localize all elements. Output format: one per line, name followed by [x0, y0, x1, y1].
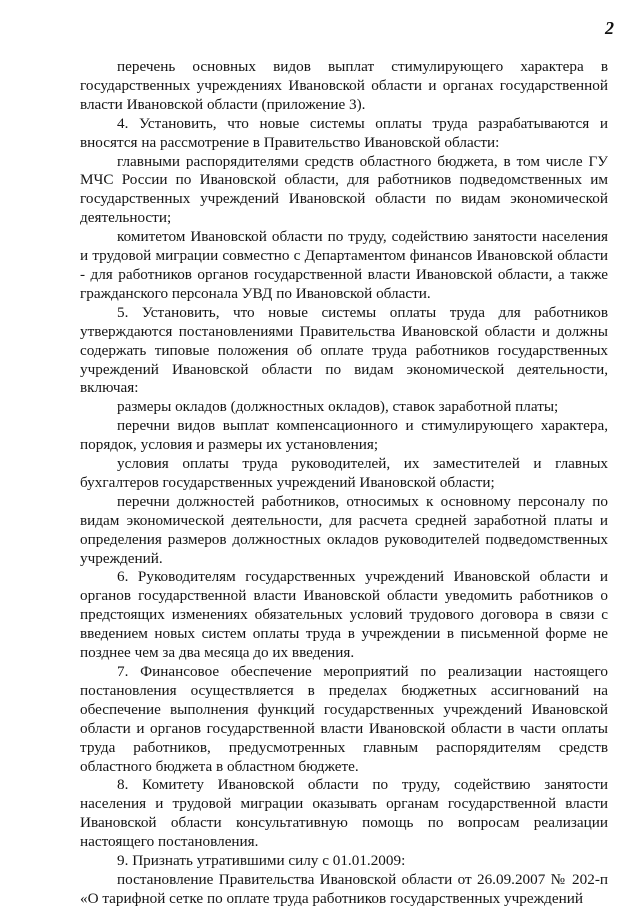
paragraph-clause-4-item-1: главными распорядителями средств областного бюджета, в том числе ГУ МЧС России по Ивановской области, для работников подведомственных им государственных учреждений Ивановской области по видам экономической деятельности; — [80, 152, 608, 227]
document-body — [80, 58, 608, 909]
paragraph-clause-5-item-1: размеры окладов (должностных окладов), ставок заработной платы; — [117, 398, 559, 416]
paragraph-clause-8: 8. Комитету Ивановской области по труду, содействию занятости населения и трудовой миграции оказывать органам государственной власти Ивановской области консультативную помощь по вопросам реализации настоящего постановления. — [80, 776, 608, 851]
paragraph-clause-9: 9. Признать утратившими силу с 01.01.2009: — [117, 852, 406, 870]
paragraph-clause-5-item-3: условия оплаты труда руководителей, их заместителей и главных бухгалтеров государственных учреждений Ивановской области; — [80, 455, 608, 491]
paragraph-clause-5-item-4: перечни должностей работников, относимых к основному персоналу по видам экономической деятельности, для расчета средней заработной платы и определения размеров должностных окладов руководителей подведомственных учреждений. — [80, 492, 608, 567]
paragraph-clause-6: 6. Руководителям государственных учреждений Ивановской области и органов государственной власти Ивановской области уведомить работников о предстоящих изменениях обязательных условий трудового договора в связи с введением новых систем оплаты труда в учреждении в письменной форме не позднее чем за два месяца до их введения. — [80, 568, 608, 662]
paragraph-list-item-appendix-3: перечень основных видов выплат стимулирующего характера в государственных учреждениях Ивановской области и органах государственной власти Ивановской области (приложение 3). — [80, 58, 608, 113]
page-number: 2 — [605, 18, 614, 38]
paragraph-clause-4-item-2: комитетом Ивановской области по труду, содействию занятости населения и трудовой миграции совместно с Департаментом финансов Ивановской области - для работников органов государственной власти Ивановской области, а также гражданского персонала УВД по Ивановской области. — [80, 228, 608, 302]
paragraph-clause-5-item-2: перечни видов выплат компенсационного и стимулирующего характера, порядок, условия и размеры их установления; — [80, 417, 608, 454]
paragraph-clause-5: 5. Установить, что новые системы оплаты труда для работников утверждаются постановлениями Правительства Ивановской области и должны содержать типовые положения об оплате труда работников государственных учреждений Ивановской области по видам экономической деятельности, включая: — [80, 303, 608, 397]
paragraph-clause-7: 7. Финансовое обеспечение мероприятий по реализации настоящего постановления осуществляется в пределах бюджетных ассигнований на обеспечение выполнения функций государственных учреждений Ивановской области и органов государственной власти Ивановской области в части оплаты труда работников, предусмотренных главным распорядителям средств областного бюджета в областном бюджете. — [80, 663, 608, 775]
paragraph-clause-9-item-1: постановление Правительства Ивановской области от 26.09.2007 № 202-п «О тарифной сетке по оплате труда работников государственных учреждений — [80, 870, 608, 907]
paragraph-clause-4: 4. Установить, что новые системы оплаты труда разрабатываются и вносятся на рассмотрение в Правительство Ивановской области: — [80, 114, 608, 151]
